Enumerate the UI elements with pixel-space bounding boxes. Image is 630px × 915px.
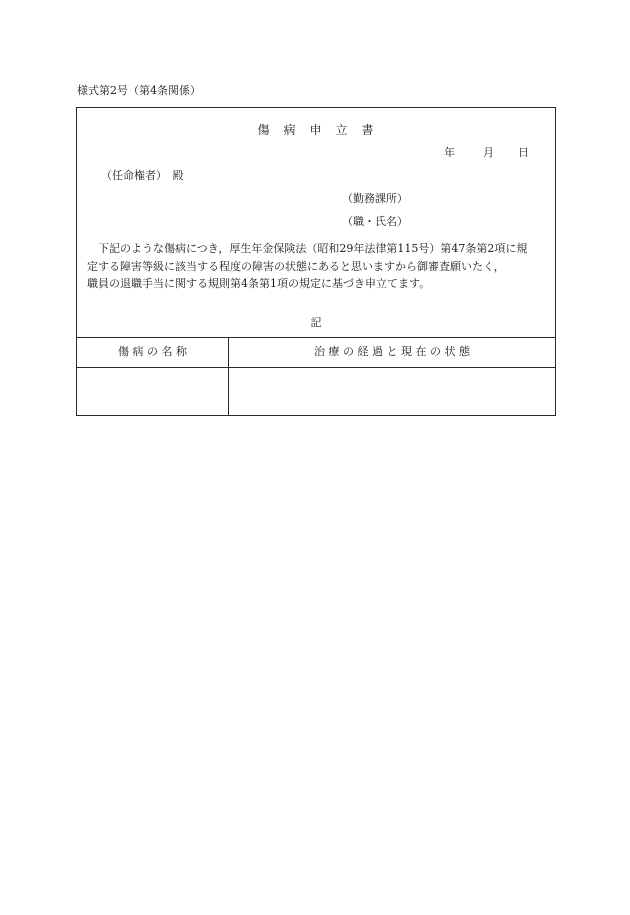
document-title: 傷 病 申 立 書 [257, 123, 375, 137]
statement-line: 定する障害等級に該当する程度の障害の状態にあると思いますから御審査願いたく， [87, 259, 505, 273]
statement-line: 職員の退職手当に関する規則第4条第1項の規定に基づき申立てます。 [87, 277, 431, 290]
name-label: （職・氏名） [342, 215, 408, 228]
injury-name-cell[interactable] [77, 367, 228, 415]
year-label: 年 [444, 146, 455, 159]
statement-body [87, 240, 549, 293]
application-form [76, 107, 556, 416]
statement-line: 下記のような傷病につき，厚生年金保険法（昭和29年法律第115号）第47条第2項に規 [87, 242, 528, 255]
treatment-progress-cell[interactable] [229, 367, 555, 415]
header-treatment-progress: 治 療 の 経 過 と 現 在 の 状 態 [314, 345, 470, 358]
ki-heading: 記 [310, 316, 322, 329]
date-line [444, 146, 529, 160]
office-label: （勤務課所） [342, 192, 408, 205]
day-label: 日 [518, 146, 529, 159]
addressee: （任命権者） 殿 [101, 169, 184, 182]
header-injury-name: 傷 病 の 名 称 [118, 345, 187, 358]
form-number-label: 様式第2号（第4条関係） [77, 84, 201, 97]
table-header-row [77, 337, 555, 368]
month-label: 月 [483, 146, 494, 159]
